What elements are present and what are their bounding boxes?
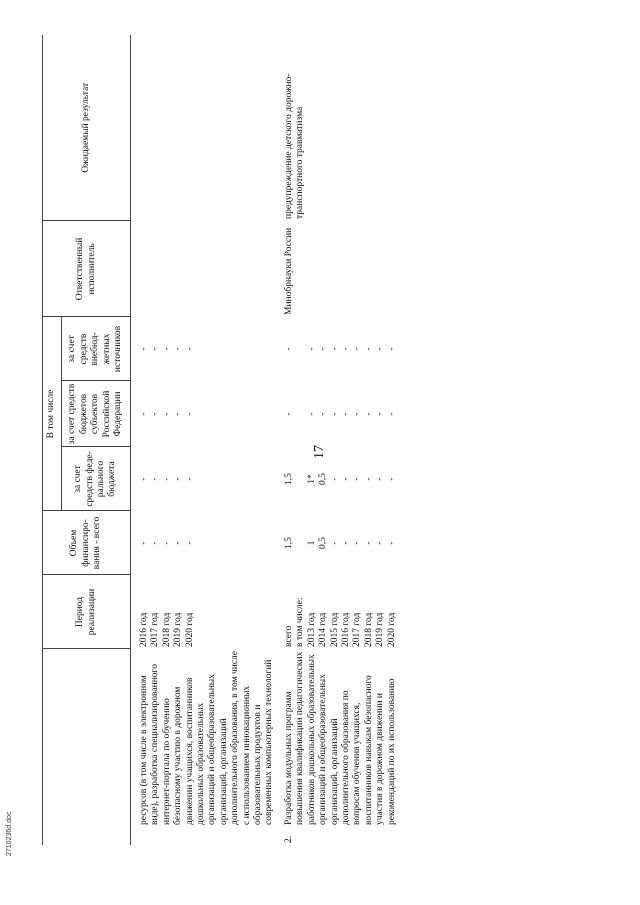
page-number: 17 bbox=[312, 445, 327, 459]
row-extra: - - - - - - - - - bbox=[283, 347, 397, 351]
row-number bbox=[139, 827, 276, 845]
row-regional: - - - - - bbox=[139, 412, 195, 416]
row-federal: 1,5 1* 0,5 - - - - - - bbox=[283, 473, 397, 485]
regional-header: за счет средств бюджетов субъектов Российской Федерации bbox=[62, 381, 131, 447]
row-extra: - - - - - bbox=[139, 347, 195, 351]
row-responsible: Минобрнауки России bbox=[283, 227, 294, 315]
volume-header: Объем финансиро- вания - всего bbox=[43, 511, 131, 575]
row-responsible bbox=[139, 221, 276, 317]
responsible-header: Ответственный исполнитель bbox=[43, 221, 131, 317]
row-volume: 1,5 1 0,5 - - - - - - bbox=[283, 537, 397, 549]
row-volume: - - - - - bbox=[139, 541, 195, 545]
row-result bbox=[139, 35, 276, 221]
document-code: 2710236d.doc bbox=[6, 811, 13, 856]
program-table bbox=[42, 35, 398, 845]
result-header: Ожидаемый результат bbox=[43, 35, 131, 221]
row-periods: всего в том числе: 2013 год 2014 год 2015 год 2016 год 2017 год 2018 год 2019 год 2020 год bbox=[283, 597, 397, 647]
row-number: 2. bbox=[283, 835, 294, 843]
federal-header: за счет средств феде- рального бюджета bbox=[62, 447, 131, 511]
row-name: ресурсов (в том числе в электронном виде), разработка специализированного интернет-портала по обучению безопасному участию в дорожном движении учащихся, воспитанников дошкольных образовательных организаций и общеобразовательных организаций, организаций дополнительного образования, в том числе с использованием инновационных образовательных продуктов и современных компьютерных технологий bbox=[139, 650, 275, 825]
row-result: предупреждение детского дорожно-транспортного травматизма bbox=[283, 73, 306, 219]
table-row bbox=[139, 35, 276, 845]
name-header bbox=[43, 649, 131, 827]
extra-header: за счет средств внебюд- жетных источников bbox=[62, 317, 131, 381]
table-row bbox=[284, 35, 398, 845]
row-name: Разработка модульных программ повышения квалификации педагогических работников дошкольных образовательных организаций и общеобразовательных организаций, организаций дополнительного образования по вопросам обучения учащихся, воспитанников навыкам безопасного участия в дорожном движении и рекомендаций по их использованию bbox=[283, 651, 397, 825]
including-header: В том числе bbox=[43, 317, 62, 511]
row-federal: - - - - - bbox=[139, 477, 195, 481]
row-regional: - - - - - - - - - bbox=[283, 412, 397, 416]
row-periods: 2016 год 2017 год 2018 год 2019 год 2020 год bbox=[139, 612, 195, 647]
period-header: Период реализации bbox=[43, 575, 131, 649]
number-header bbox=[43, 827, 131, 845]
